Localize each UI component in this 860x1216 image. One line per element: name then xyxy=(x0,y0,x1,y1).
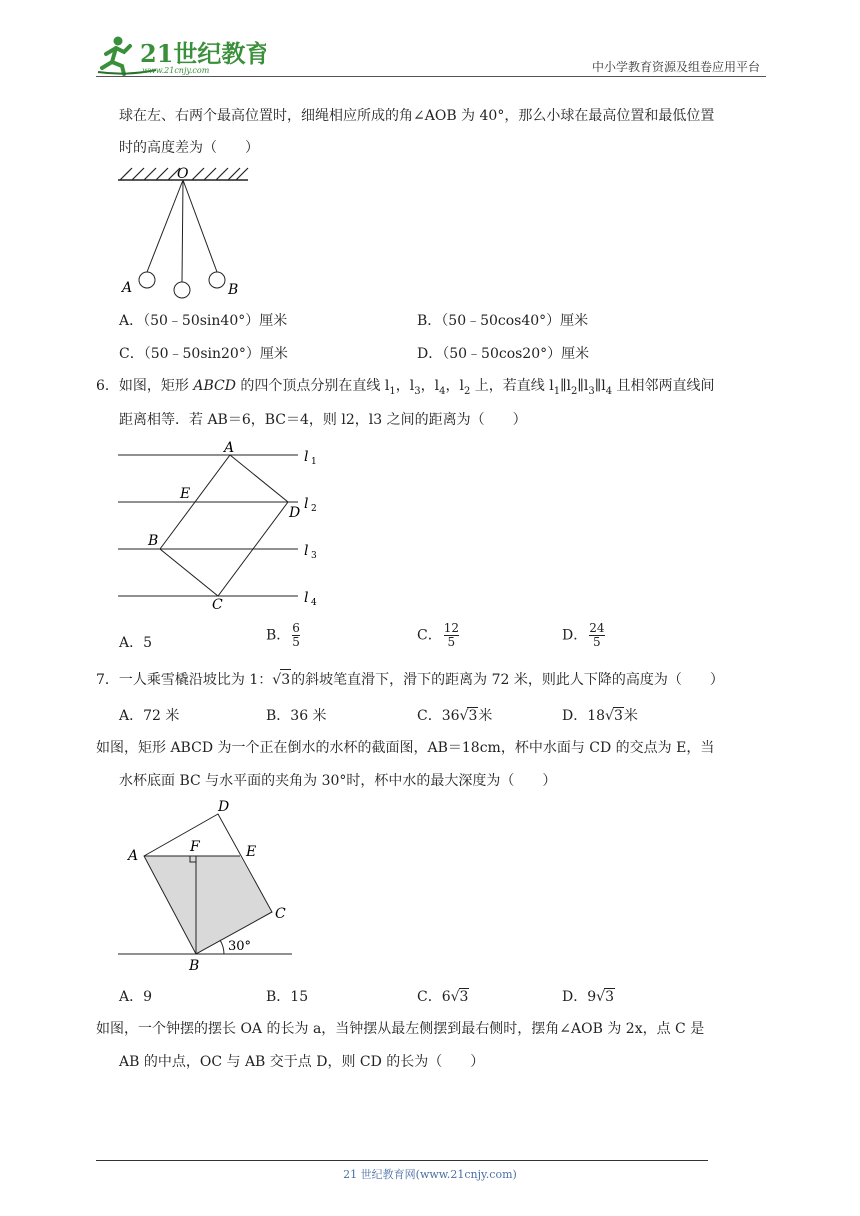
label-A: A xyxy=(128,848,139,864)
label-C: C xyxy=(212,597,223,613)
q5-option-a[interactable]: A．（50﹣50sin40°）厘米 xyxy=(119,313,288,329)
label-B: B xyxy=(148,533,159,549)
q6-text-line2: 距离相等．若 AB＝6，BC＝4，则 l2，l3 之间的距离为（ ） xyxy=(119,412,527,428)
label-D: D xyxy=(289,505,301,521)
header-divider xyxy=(96,76,766,77)
svg-text:2: 2 xyxy=(311,504,317,514)
q9-text-line2: AB 的中点，OC 与 AB 交于点 D，则 CD 的长为（ ） xyxy=(119,1054,485,1070)
water-region xyxy=(144,856,272,954)
label-E: E xyxy=(246,844,257,860)
logo-text: 21世纪教育 xyxy=(140,39,266,68)
label-A: A xyxy=(122,280,133,296)
pendulum-figure xyxy=(110,162,260,302)
q6-text-line1: 6．如图，矩形 ABCD 的四个顶点分别在直线 $l_1$，$l_3$，$l_4$，$l_2$ 上，若直线 $l_1\parallel l_2\parallel l_3\parallel l_4$ 且相邻两直线间 xyxy=(96,378,715,397)
angle-label: 30° xyxy=(228,939,252,954)
label-B: B xyxy=(228,282,239,298)
label-O: O xyxy=(177,166,189,182)
label-E: E xyxy=(180,486,191,502)
q6-option-a[interactable]: A．5 xyxy=(119,635,153,651)
q7-option-c[interactable]: C．36√3米 xyxy=(417,708,493,724)
svg-text:4: 4 xyxy=(311,598,317,608)
site-logo xyxy=(96,32,266,76)
logo-url: www.21cnjy.com xyxy=(142,66,210,75)
label-F: F xyxy=(190,839,200,855)
svg-text:3: 3 xyxy=(311,551,317,561)
label-l4: l xyxy=(304,590,309,606)
label-D: D xyxy=(218,799,230,815)
q7-option-d[interactable]: D．18√3米 xyxy=(562,708,638,724)
label-A: A xyxy=(224,440,235,456)
q8-option-b[interactable]: B．15 xyxy=(266,989,309,1005)
q8-text-line2: 水杯底面 BC 与水平面的夹角为 30°时，杯中水的最大深度为（ ） xyxy=(119,773,557,789)
footer-link[interactable]: 21 世纪教育网(www.21cnjy.com) xyxy=(343,1168,517,1181)
q5-text-line1: 球在左、右两个最高位置时，细绳相应所成的角∠AOB 为 40°，那么小球在最高位置和最低位置 xyxy=(119,108,715,124)
label-l1: l xyxy=(304,449,309,465)
q6-option-c[interactable]: C． $\frac{12}{5}$ xyxy=(417,621,459,649)
q9-text-line1: 如图，一个钟摆的摆长 OA 的长为 a，当钟摆从最左侧摆到最右侧时，摆角∠AOB 为 2x，点 C 是 xyxy=(96,1021,705,1037)
header-platform-text: 中小学教育资源及组卷应用平台 xyxy=(591,60,760,74)
label-l3: l xyxy=(304,543,309,559)
q6-option-b[interactable]: B． $\frac{6}{5}$ xyxy=(266,621,300,649)
q5-option-b[interactable]: B．（50﹣50cos40°）厘米 xyxy=(417,313,589,329)
q5-option-d[interactable]: D．（50﹣50cos20°）厘米 xyxy=(417,346,590,362)
q7-option-b[interactable]: B．36 米 xyxy=(266,708,327,724)
label-l2: l xyxy=(304,496,309,512)
q8-text-line1: 如图，矩形 ABCD 为一个正在倒水的水杯的截面图，AB＝18cm，杯中水面与 CD 的交点为 E，当 xyxy=(96,740,715,756)
q8-option-a[interactable]: A．9 xyxy=(119,989,153,1005)
q6-option-d[interactable]: D． $\frac{24}{5}$ xyxy=(562,621,605,649)
q8-option-d[interactable]: D．9√3 xyxy=(562,989,614,1005)
parallel-lines-figure xyxy=(110,438,340,616)
label-B: B xyxy=(189,958,200,974)
svg-text:1: 1 xyxy=(311,457,317,467)
footer-divider xyxy=(96,1160,708,1161)
q8-option-c[interactable]: C．6√3 xyxy=(417,989,469,1005)
q7-option-a[interactable]: A．72 米 xyxy=(119,708,180,724)
q5-text-line2: 时的高度差为（ ） xyxy=(119,140,259,156)
water-cup-figure xyxy=(110,796,310,976)
q5-option-c[interactable]: C．（50﹣50sin20°）厘米 xyxy=(119,346,288,362)
label-C: C xyxy=(275,906,286,922)
q7-text: 7．一人乘雪橇沿坡比为 1：√3的斜坡笔直滑下，滑下的距离为 72 米，则此人下降的高度为（ ） xyxy=(96,669,724,690)
